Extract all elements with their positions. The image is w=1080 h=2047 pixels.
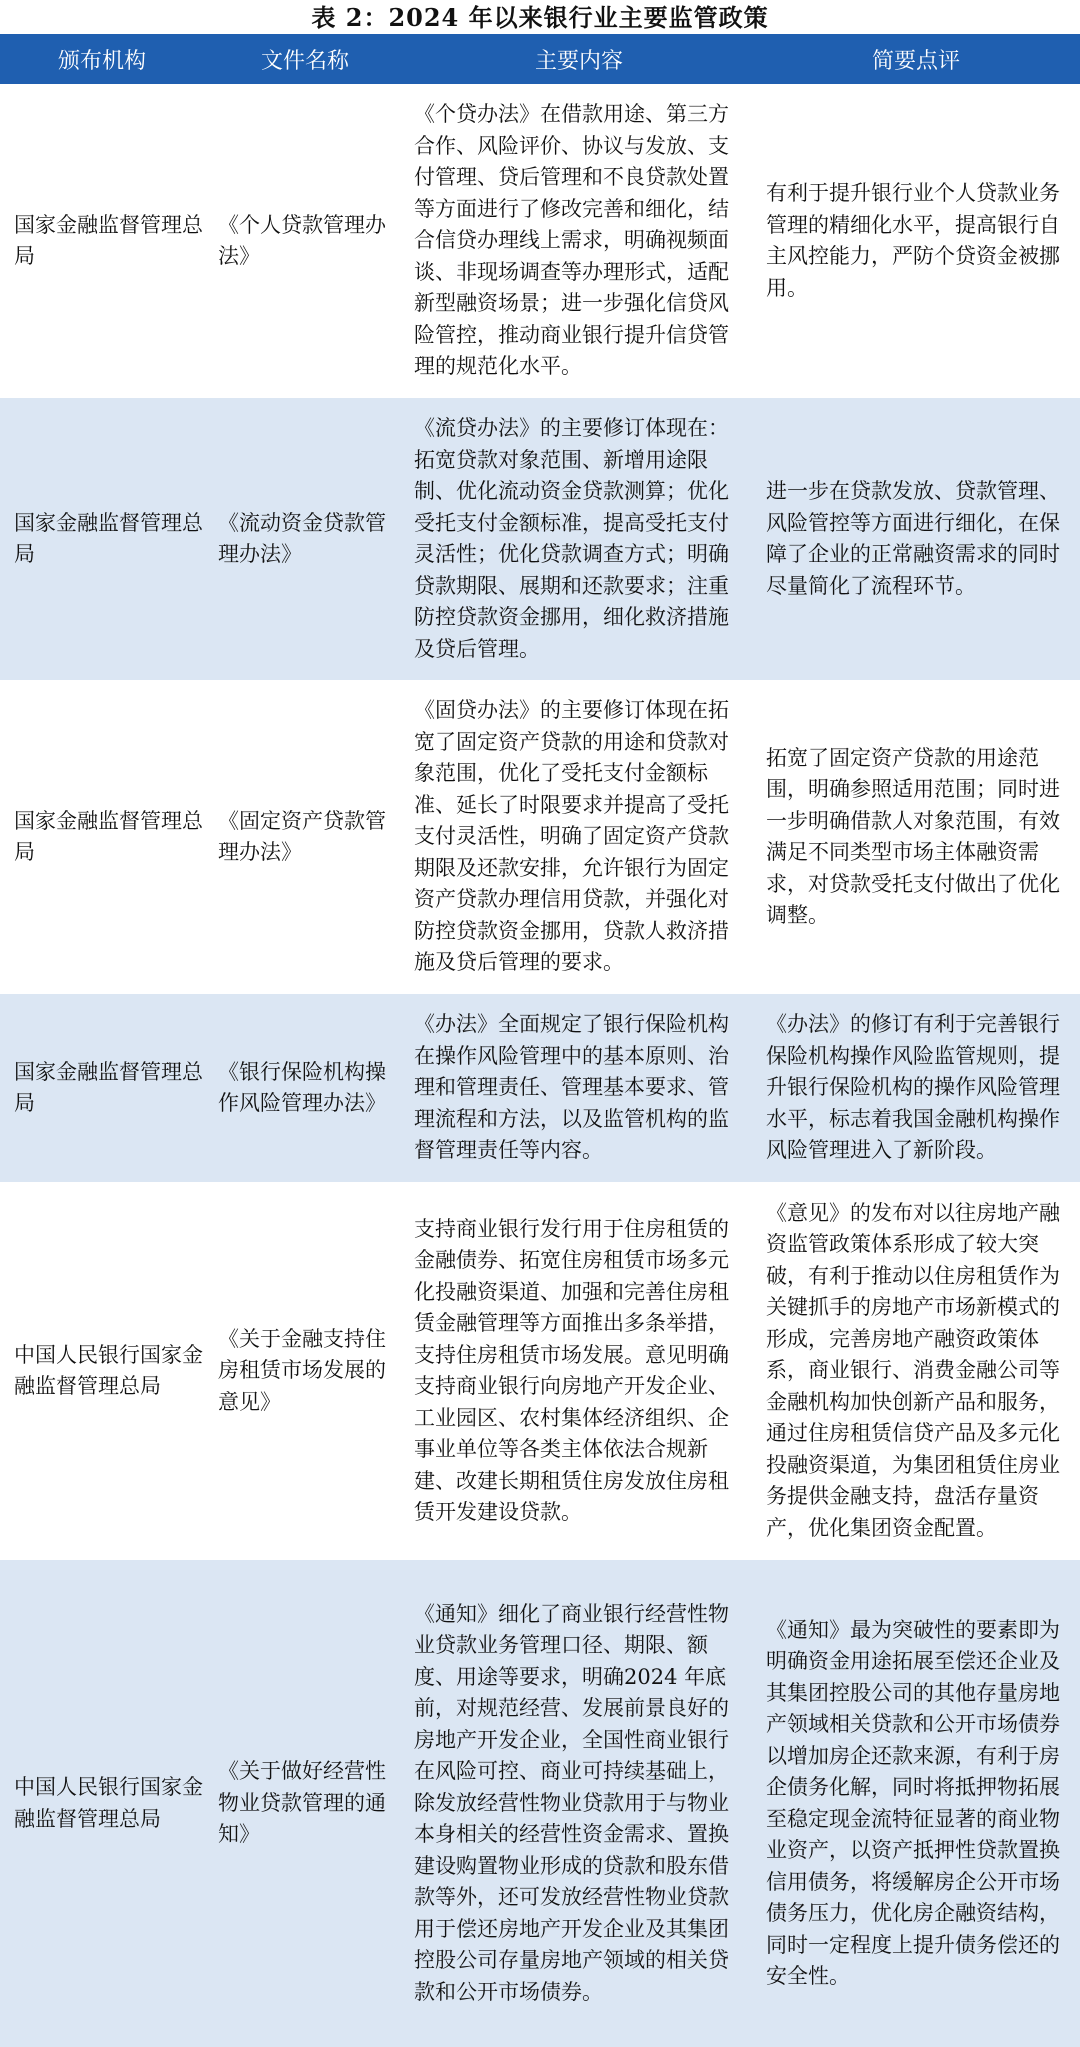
comment-cell: 进一步在贷款发放、贷款管理、风险管控等方面进行细化，在保障了企业的正常融资需求的同时尽量简化了流程环节。 — [752, 398, 1080, 680]
agency-cell: 国家金融监督管理总局 — [0, 680, 204, 994]
document-cell: 《流动资金贷款管理办法》 — [204, 398, 406, 680]
table-row — [0, 994, 1080, 1182]
comment-cell: 拓宽了固定资产贷款的用途范围，明确参照适用范围；同时进一步明确借款人对象范围，有效满足不同类型市场主体融资需求，对贷款受托支付做出了优化调整。 — [752, 680, 1080, 994]
document-cell: 《关于做好经营性物业贷款管理的通知》 — [204, 1560, 406, 2047]
document-cell: 《固定资产贷款管理办法》 — [204, 680, 406, 994]
header-agency: 颁布机构 — [0, 34, 204, 84]
header-content: 主要内容 — [406, 34, 752, 84]
content-cell: 支持商业银行发行用于住房租赁的金融债券、拓宽住房租赁市场多元化投融资渠道、加强和完善住房租赁金融管理等方面推出多条举措，支持住房租赁市场发展。意见明确支持商业银行向房地产开发企业、工业园区、农村集体经济组织、企事业单位等各类主体依法合规新建、改建长期租赁住房发放住房租赁开发建设贷款。 — [406, 1182, 752, 1560]
comment-cell: 有利于提升银行业个人贷款业务管理的精细化水平，提高银行自主风控能力，严防个贷资金被挪用。 — [752, 84, 1080, 398]
agency-cell: 中国人民银行国家金融监督管理总局 — [0, 1182, 204, 1560]
agency-cell: 中国人民银行国家金融监督管理总局 — [0, 1560, 204, 2047]
header-row — [0, 34, 1080, 84]
agency-cell: 国家金融监督管理总局 — [0, 994, 204, 1182]
table-row — [0, 680, 1080, 994]
table-row — [0, 398, 1080, 680]
document-cell: 《关于金融支持住房租赁市场发展的意见》 — [204, 1182, 406, 1560]
header-comment: 简要点评 — [752, 34, 1080, 84]
header-document: 文件名称 — [204, 34, 406, 84]
table-title: 表 2：2024 年以来银行业主要监管政策 — [311, 3, 769, 32]
table-row — [0, 84, 1080, 398]
content-cell: 《办法》全面规定了银行保险机构在操作风险管理中的基本原则、治理和管理责任、管理基本要求、管理流程和方法，以及监管机构的监督管理责任等内容。 — [406, 994, 752, 1182]
regulation-table — [0, 34, 1080, 2047]
table-row — [0, 1560, 1080, 2047]
comment-cell: 《办法》的修订有利于完善银行保险机构操作风险监管规则，提升银行保险机构的操作风险管理水平，标志着我国金融机构操作风险管理进入了新阶段。 — [752, 994, 1080, 1182]
comment-cell: 《通知》最为突破性的要素即为明确资金用途拓展至偿还企业及其集团控股公司的其他存量房地产领域相关贷款和公开市场债券以增加房企还款来源，有利于房企债务化解，同时将抵押物拓展至稳定现金流特征显著的商业物业资产，以资产抵押性贷款置换信用债务，将缓解房企公开市场债务压力，优化房企融资结构，同时一定程度上提升债务偿还的安全性。 — [752, 1560, 1080, 2047]
content-cell: 《通知》细化了商业银行经营性物业贷款业务管理口径、期限、额度、用途等要求，明确2024 年底前，对规范经营、发展前景良好的房地产开发企业，全国性商业银行在风险可控、商业可持续基础上，除发放经营性物业贷款用于与物业本身相关的经营性资金需求、置换建设购置物业形成的贷款和股东借款等外，还可发放经营性物业贷款用于偿还房地产开发企业及其集团控股公司存量房地产领域的相关贷款和公开市场债券。 — [406, 1560, 752, 2047]
comment-cell: 《意见》的发布对以往房地产融资监管政策体系形成了较大突破，有利于推动以住房租赁作为关键抓手的房地产市场新模式的形成，完善房地产融资政策体系，商业银行、消费金融公司等金融机构加快创新产品和服务，通过住房租赁信贷产品及多元化投融资渠道，为集团租赁住房业务提供金融支持，盘活存量资产，优化集团资金配置。 — [752, 1182, 1080, 1560]
content-cell: 《个贷办法》在借款用途、第三方合作、风险评价、协议与发放、支付管理、贷后管理和不良贷款处置等方面进行了修改完善和细化，结合信贷办理线上需求，明确视频面谈、非现场调查等办理形式，适配新型融资场景；进一步强化信贷风险管控，推动商业银行提升信贷管理的规范化水平。 — [406, 84, 752, 398]
document-cell: 《银行保险机构操作风险管理办法》 — [204, 994, 406, 1182]
document-cell: 《个人贷款管理办法》 — [204, 84, 406, 398]
content-cell: 《固贷办法》的主要修订体现在拓宽了固定资产贷款的用途和贷款对象范围，优化了受托支付金额标准、延长了时限要求并提高了受托支付灵活性，明确了固定资产贷款期限及还款安排，允许银行为固定资产贷款办理信用贷款，并强化对防控贷款资金挪用，贷款人救济措施及贷后管理的要求。 — [406, 680, 752, 994]
agency-cell: 国家金融监督管理总局 — [0, 398, 204, 680]
table-row — [0, 1182, 1080, 1560]
content-cell: 《流贷办法》的主要修订体现在：拓宽贷款对象范围、新增用途限制、优化流动资金贷款测算；优化受托支付金额标准，提高受托支付灵活性；优化贷款调查方式；明确贷款期限、展期和还款要求；注重防控贷款资金挪用，细化救济措施及贷后管理。 — [406, 398, 752, 680]
agency-cell: 国家金融监督管理总局 — [0, 84, 204, 398]
